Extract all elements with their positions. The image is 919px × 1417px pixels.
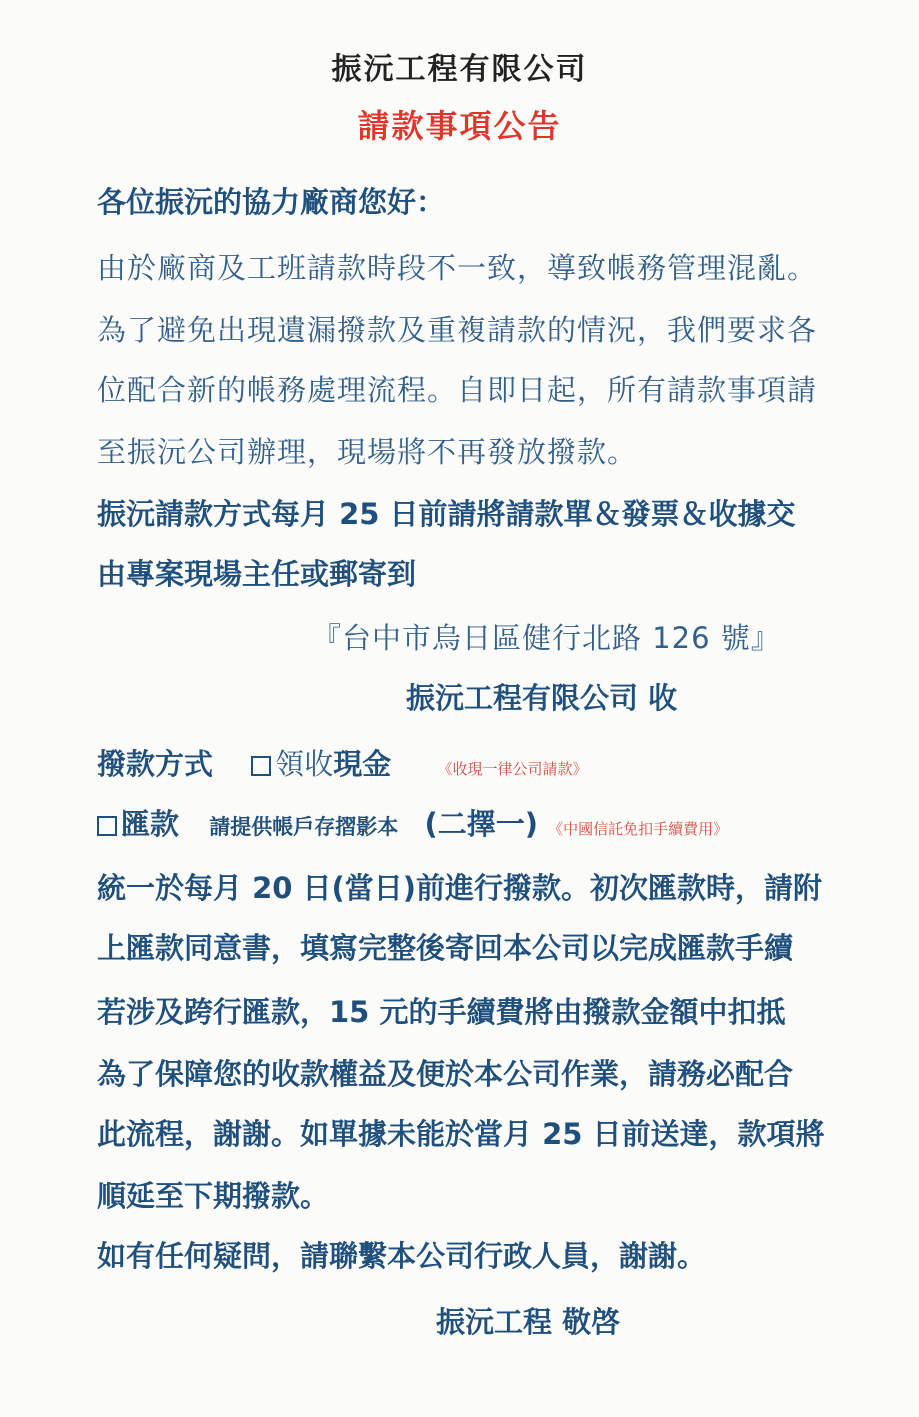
payment-method-label: 撥款方式 xyxy=(97,747,214,781)
recipient-line: 振沅工程有限公司 收 xyxy=(406,681,678,715)
intro-line-4: 至振沅公司辦理，現場將不再發放撥款。 xyxy=(97,435,638,469)
cash-label: 現金 xyxy=(333,747,392,781)
cash-prefix: 領收 xyxy=(275,747,334,781)
payment-transfer-row xyxy=(97,804,728,849)
cash-checkbox[interactable] xyxy=(251,756,271,776)
method-line-2: 由專案現場主任或郵寄到 xyxy=(97,557,417,591)
notice-title: 請款事項公告 xyxy=(357,107,562,145)
contact-line: 如有任何疑問，請聯繫本公司行政人員，謝謝。 xyxy=(97,1239,707,1273)
cash-note: 《收現一律公司請款》 xyxy=(437,760,588,778)
transfer-checkbox[interactable] xyxy=(97,816,117,836)
transfer-label: 匯款 xyxy=(121,807,180,841)
choose-one: (二擇一) xyxy=(424,807,538,841)
signature: 振沅工程 敬啓 xyxy=(436,1305,621,1339)
detail-line-1: 統一於每月 20 日(當日)前進行撥款。初次匯款時，請附 xyxy=(97,871,823,905)
company-name: 振沅工程有限公司 xyxy=(331,52,588,87)
greeting: 各位振沅的協力廠商您好： xyxy=(97,185,446,219)
intro-line-1: 由於廠商及工班請款時段不一致，導致帳務管理混亂。 xyxy=(97,251,818,285)
transfer-detail: 請提供帳戶存摺影本 xyxy=(209,815,399,839)
detail-line-5: 此流程，謝謝。如單據未能於當月 25 日前送達，款項將 xyxy=(97,1117,825,1151)
detail-line-2: 上匯款同意書，填寫完整後寄回本公司以完成匯款手續 xyxy=(97,931,794,965)
method-line-1: 振沅請款方式每月 25 日前請將請款單＆發票＆收據交 xyxy=(97,497,796,531)
mailing-address: 『台中市烏日區健行北路 126 號』 xyxy=(312,621,781,655)
transfer-note: 《中國信託免扣手續費用》 xyxy=(548,820,729,838)
payment-cash-row xyxy=(97,744,588,789)
detail-line-4: 為了保障您的收款權益及便於本公司作業，請務必配合 xyxy=(97,1057,794,1091)
intro-line-2: 為了避免出現遺漏撥款及重複請款的情況，我們要求各 xyxy=(97,313,818,347)
detail-line-6: 順延至下期撥款。 xyxy=(97,1179,330,1213)
intro-line-3: 位配合新的帳務處理流程。自即日起，所有請款事項請 xyxy=(97,373,818,407)
detail-line-3: 若涉及跨行匯款，15 元的手續費將由撥款金額中扣抵 xyxy=(97,995,786,1029)
